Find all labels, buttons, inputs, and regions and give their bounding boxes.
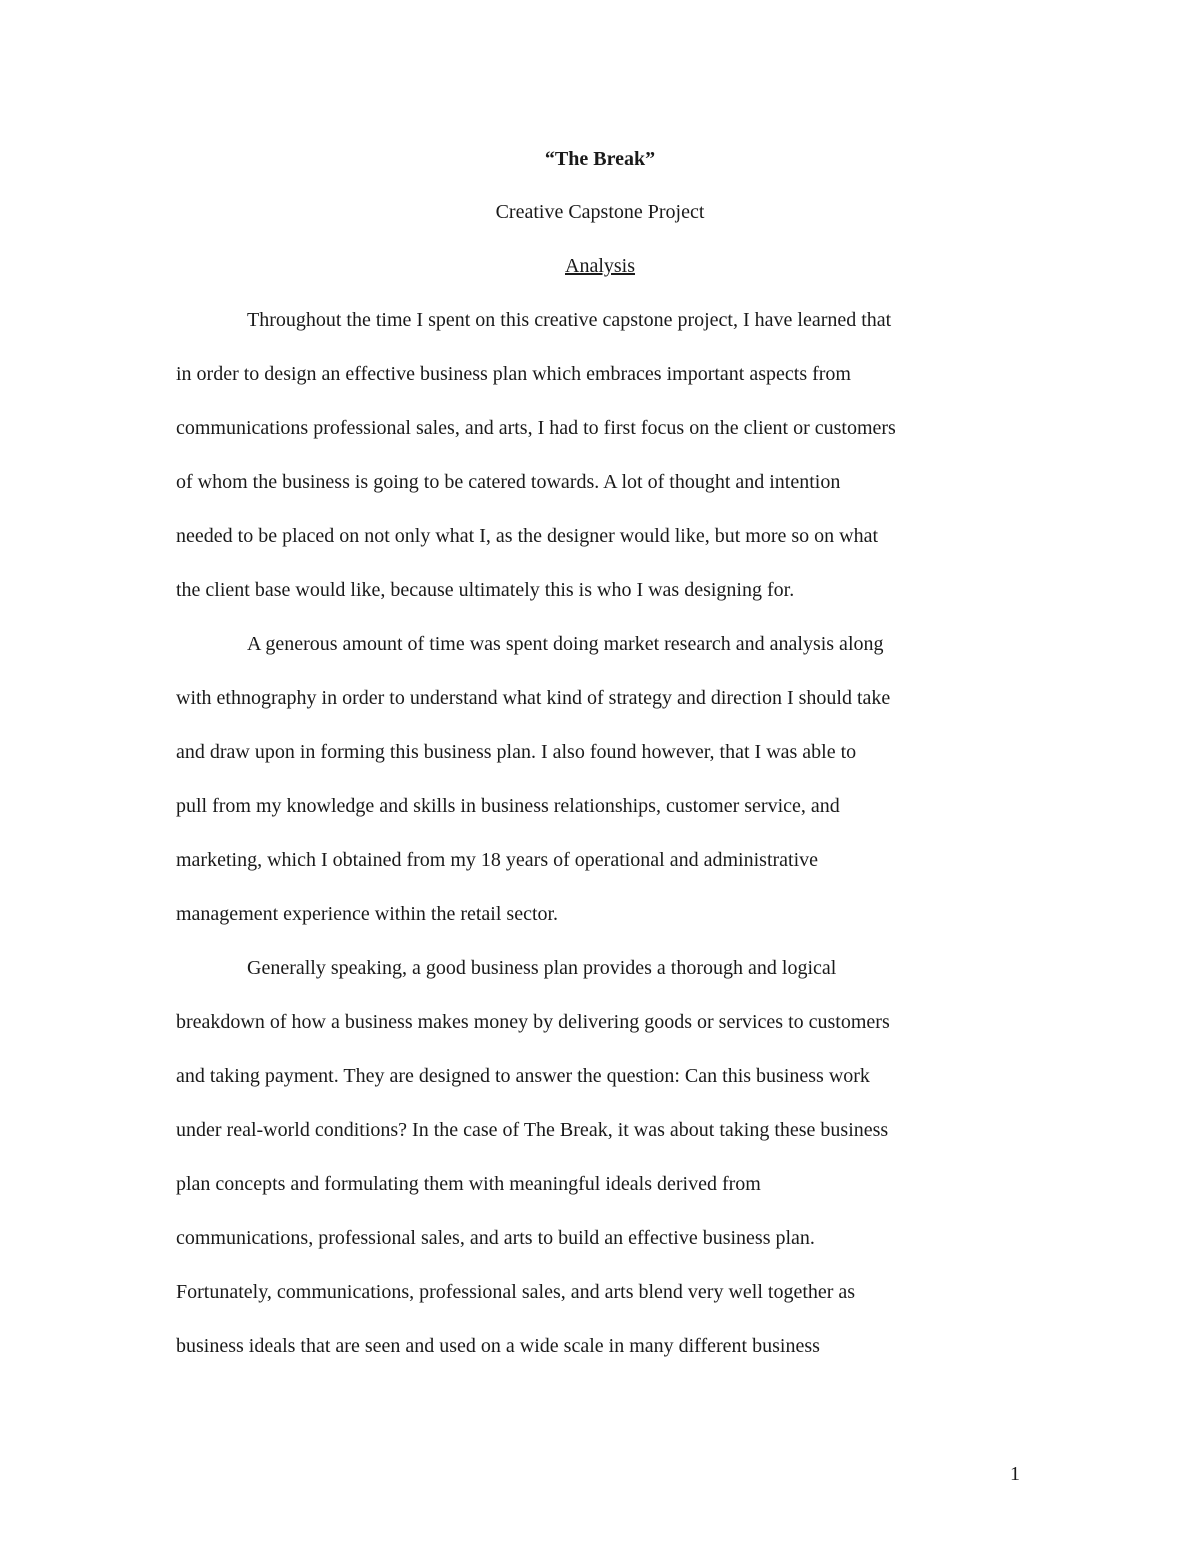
paragraph-3-line-5: plan concepts and formulating them with meaningful ideals derived from <box>176 1173 761 1195</box>
section-heading: Analysis <box>565 255 635 277</box>
paragraph-2-line-3: and draw upon in forming this business plan. I also found however, that I was able to <box>176 741 857 763</box>
paragraph-1-line-1: Throughout the time I spent on this creative capstone project, I have learned that <box>247 309 892 331</box>
paragraph-2-line-6: management experience within the retail sector. <box>176 903 559 925</box>
paragraph-1-line-5: needed to be placed on not only what I, as the designer would like, but more so on what <box>176 525 879 547</box>
paragraph-3-line-1: Generally speaking, a good business plan provides a thorough and logical <box>247 957 837 979</box>
paragraph-1-line-3: communications professional sales, and arts, I had to first focus on the client or customers <box>176 417 896 439</box>
paragraph-2-line-5: marketing, which I obtained from my 18 years of operational and administrative <box>176 849 819 871</box>
paragraph-3-line-6: communications, professional sales, and arts to build an effective business plan. <box>176 1227 815 1249</box>
paragraph-2-line-4: pull from my knowledge and skills in business relationships, customer service, and <box>176 795 840 817</box>
paragraph-2-line-2: with ethnography in order to understand what kind of strategy and direction I should take <box>176 687 891 709</box>
paragraph-2-line-1: A generous amount of time was spent doing market research and analysis along <box>247 633 884 655</box>
paragraph-3-line-2: breakdown of how a business makes money by delivering goods or services to customers <box>176 1011 890 1033</box>
page-number: 1 <box>1010 1463 1020 1485</box>
paragraph-3-line-7: Fortunately, communications, professional sales, and arts blend very well together as <box>176 1281 856 1303</box>
paragraph-3-line-8: business ideals that are seen and used on a wide scale in many different business <box>176 1335 820 1357</box>
body-text <box>176 306 1036 1386</box>
document-subtitle: Creative Capstone Project <box>495 201 705 223</box>
paragraph-3-line-3: and taking payment. They are designed to answer the question: Can this business work <box>176 1065 870 1087</box>
paragraph-1-line-4: of whom the business is going to be catered towards. A lot of thought and intention <box>176 471 841 493</box>
paragraph-1-line-2: in order to design an effective business plan which embraces important aspects from <box>176 363 851 385</box>
paragraph-3-line-4: under real-world conditions? In the case of The Break, it was about taking these business <box>176 1119 889 1141</box>
document-title: “The Break” <box>544 148 656 170</box>
paragraph-1-line-6: the client base would like, because ultimately this is who I was designing for. <box>176 579 795 601</box>
